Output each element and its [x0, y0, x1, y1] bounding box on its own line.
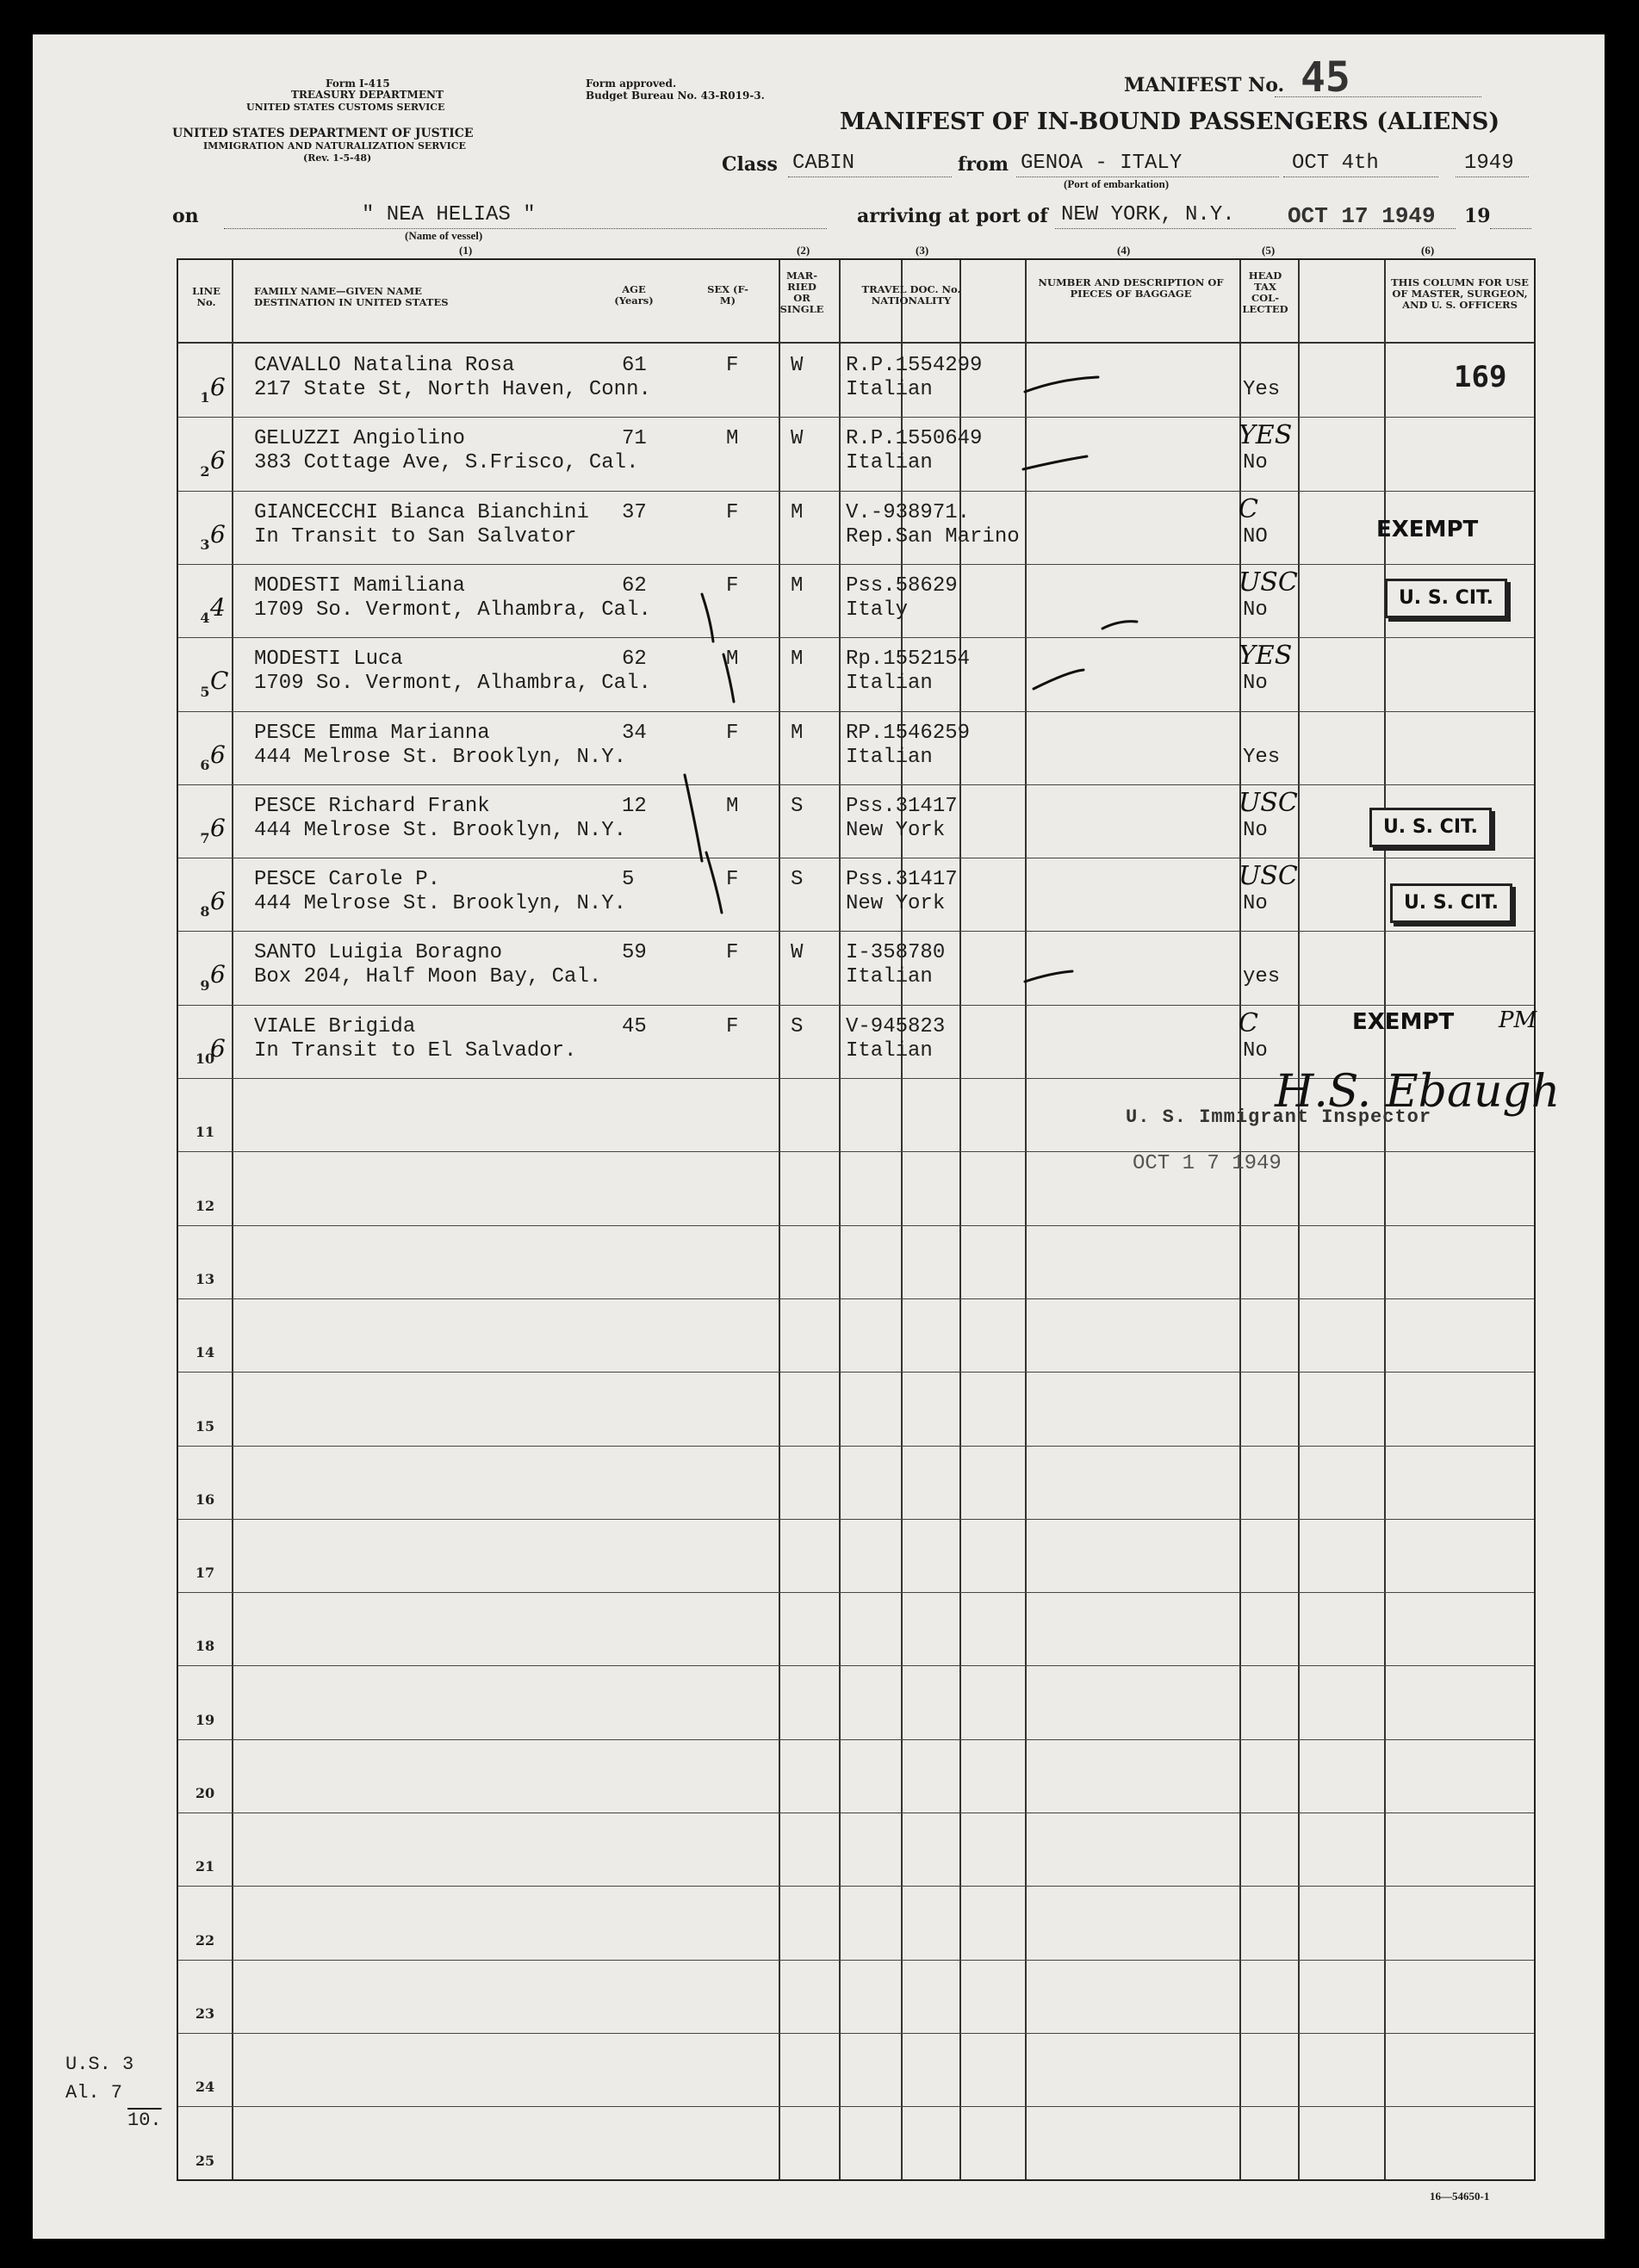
- line-number: 14: [195, 1344, 215, 1361]
- check-mark: 6: [210, 887, 226, 916]
- revision: (Rev. 1-5-48): [303, 152, 372, 164]
- line-number: 24: [195, 2079, 215, 2096]
- on-label: on: [172, 205, 199, 227]
- manifest-no-label: MANIFEST No.: [1124, 74, 1285, 96]
- arriving-label: arriving at port of: [857, 205, 1048, 227]
- col-header-officers: THIS COLUMN FOR USE OF MASTER, SURGEON, AND U. S. OFFICERS: [1391, 276, 1529, 311]
- passenger-destination: 444 Melrose St. Brooklyn, N.Y.: [254, 745, 627, 769]
- col-number: (1): [459, 244, 473, 257]
- line-number: 25: [195, 2152, 215, 2169]
- passenger-age: 34: [622, 721, 647, 745]
- passenger-name: PESCE Carole P.: [254, 868, 441, 892]
- margin-note: U.S. 3: [65, 2054, 134, 2075]
- passenger-nationality: Italian: [846, 1038, 933, 1063]
- col-header-line-no: LINE No.: [192, 285, 220, 308]
- passenger-name: GIANCECCHI Bianca Bianchini: [254, 500, 589, 524]
- passenger-age: 62: [622, 573, 647, 598]
- passenger-marital-status: S: [791, 868, 804, 892]
- margin-note: 10.: [127, 2110, 162, 2131]
- manifest-no-value: 45: [1301, 53, 1350, 102]
- passenger-age: 5: [622, 868, 635, 892]
- line-number: 4: [200, 610, 210, 627]
- head-tax: No: [1243, 892, 1268, 916]
- line-number: 8: [200, 903, 210, 920]
- line-number: 16: [195, 1490, 215, 1508]
- line-number: 18: [195, 1638, 215, 1655]
- line-number: 7: [200, 830, 210, 847]
- line-number: 1: [200, 389, 210, 406]
- passenger-sex: F: [726, 1014, 739, 1038]
- line-number: 21: [195, 1858, 215, 1875]
- exempt-stamp: EXEMPT: [1376, 517, 1479, 542]
- check-mark: 6: [210, 740, 226, 769]
- passenger-marital-status: W: [791, 354, 804, 377]
- from-label: from: [958, 153, 1009, 176]
- arriving-port: NEW YORK, N.Y.: [1061, 203, 1235, 226]
- line-number: 3: [200, 536, 210, 553]
- passenger-nationality: Italy: [846, 598, 909, 622]
- passenger-nationality: Italian: [846, 672, 933, 696]
- check-mark: 6: [210, 373, 226, 401]
- travel-doc-number: R.P.1554299: [846, 354, 983, 377]
- passenger-sex: F: [726, 721, 739, 745]
- customs-service: UNITED STATES CUSTOMS SERVICE: [246, 102, 445, 113]
- passenger-destination: 1709 So. Vermont, Alhambra, Cal.: [254, 598, 651, 622]
- passenger-age: 62: [622, 648, 647, 672]
- line-number: 11: [195, 1124, 215, 1141]
- line-number: 9: [200, 976, 210, 994]
- passenger-nationality: Italian: [846, 965, 933, 989]
- col-header-travel-doc: TRAVEL DOC. No. NATIONALITY: [861, 283, 961, 307]
- passenger-nationality: New York: [846, 818, 946, 842]
- line-number: 6: [200, 756, 210, 773]
- passenger-nationality: New York: [846, 892, 946, 916]
- line-number: 2: [200, 462, 210, 480]
- head-tax: Yes: [1243, 745, 1281, 769]
- col-header-name: FAMILY NAME—GIVEN NAME DESTINATION IN UNITED STATES: [254, 285, 449, 308]
- inspector-signature: H.S. Ebaugh: [1275, 1066, 1561, 1118]
- exempt-stamp: EXEMPT: [1352, 1009, 1455, 1035]
- line-number: 17: [195, 1565, 215, 1582]
- passenger-destination: Box 204, Half Moon Bay, Cal.: [254, 965, 602, 989]
- vessel-caption: (Name of vessel): [405, 229, 483, 242]
- head-tax-handwritten: YES: [1239, 420, 1293, 451]
- line-number: 5: [200, 683, 210, 700]
- passenger-marital-status: M: [791, 648, 804, 672]
- col-header-sex: SEX (F-M): [707, 283, 748, 307]
- departure-date: OCT 4th: [1292, 152, 1379, 175]
- class-value: CABIN: [792, 152, 855, 175]
- passenger-marital-status: W: [791, 427, 804, 451]
- check-mark: 6: [210, 1033, 226, 1063]
- head-tax-handwritten: USC: [1239, 787, 1298, 818]
- passenger-name: MODESTI Luca: [254, 648, 403, 672]
- form-approved: Form approved.: [586, 77, 677, 90]
- passenger-age: 12: [622, 794, 647, 818]
- passenger-age: 37: [622, 500, 647, 524]
- col-header-age: AGE (Years): [614, 283, 654, 307]
- passenger-name: PESCE Richard Frank: [254, 794, 490, 818]
- passenger-age: 61: [622, 354, 647, 377]
- passenger-nationality: Italian: [846, 451, 933, 475]
- head-tax: Yes: [1243, 378, 1281, 401]
- passenger-sex: F: [726, 941, 739, 965]
- passenger-name: SANTO Luigia Boragno: [254, 941, 503, 965]
- check-mark: 6: [210, 519, 226, 548]
- us-cit-stamp: U. S. CIT.: [1390, 883, 1512, 923]
- passenger-destination: 217 State St, North Haven, Conn.: [254, 378, 651, 401]
- head-tax-handwritten: C: [1239, 493, 1258, 524]
- inspector-date: OCT 1 7 1949: [1133, 1152, 1282, 1175]
- passenger-age: 45: [622, 1014, 647, 1038]
- col-number: (2): [797, 244, 810, 257]
- travel-doc-number: Pss.31417: [846, 868, 958, 892]
- head-tax: No: [1243, 451, 1268, 475]
- passenger-name: CAVALLO Natalina Rosa: [254, 354, 515, 377]
- check-mark: 6: [210, 960, 226, 989]
- us-cit-stamp: U. S. CIT.: [1369, 808, 1492, 847]
- passenger-marital-status: S: [791, 1014, 804, 1038]
- arrival-date: OCT 17 1949: [1288, 203, 1436, 229]
- col-number: (5): [1262, 244, 1276, 257]
- travel-doc-number: V.-938971.: [846, 500, 971, 524]
- passenger-sex: F: [726, 868, 739, 892]
- head-tax: No: [1243, 1038, 1268, 1063]
- passenger-sex: F: [726, 573, 739, 598]
- passenger-sex: M: [726, 794, 739, 818]
- head-tax-handwritten: USC: [1239, 861, 1298, 892]
- passenger-name: PESCE Emma Marianna: [254, 721, 490, 745]
- us-cit-stamp: U. S. CIT.: [1385, 579, 1507, 618]
- check-mark: C: [210, 666, 229, 696]
- travel-doc-number: R.P.1550649: [846, 427, 983, 451]
- passenger-name: MODESTI Mamiliana: [254, 573, 465, 598]
- travel-doc-number: I-358780: [846, 941, 946, 965]
- manifest-title: MANIFEST OF IN-BOUND PASSENGERS (ALIENS): [840, 108, 1500, 135]
- head-tax-handwritten: C: [1239, 1007, 1258, 1038]
- dept-justice: UNITED STATES DEPARTMENT OF JUSTICE: [172, 127, 474, 140]
- departure-year: 1949: [1464, 152, 1514, 175]
- col-header-married: MAR- RIED OR SINGLE: [779, 270, 824, 315]
- budget-bureau: Budget Bureau No. 43-R019-3.: [586, 90, 765, 102]
- passenger-nationality: Rep.San Marino: [846, 524, 1020, 548]
- port-caption: (Port of embarkation): [1064, 177, 1170, 190]
- travel-doc-number: Pss.58629: [846, 573, 958, 598]
- class-label: Class: [722, 153, 778, 176]
- check-mark: 6: [210, 813, 226, 842]
- passenger-age: 71: [622, 427, 647, 451]
- treasury-dept: TREASURY DEPARTMENT: [291, 89, 444, 101]
- passenger-sex: F: [726, 500, 739, 524]
- passenger-marital-status: M: [791, 500, 804, 524]
- passenger-destination: 383 Cottage Ave, S.Frisco, Cal.: [254, 451, 639, 475]
- passenger-sex: M: [726, 427, 739, 451]
- head-tax: No: [1243, 598, 1268, 622]
- line-number: 12: [195, 1197, 215, 1214]
- check-mark: 6: [210, 446, 226, 475]
- passenger-age: 59: [622, 941, 647, 965]
- passenger-name: VIALE Brigida: [254, 1014, 416, 1038]
- passenger-nationality: Italian: [846, 745, 933, 769]
- check-mark: 4: [210, 592, 226, 622]
- head-tax: No: [1243, 818, 1268, 842]
- passenger-destination: 1709 So. Vermont, Alhambra, Cal.: [254, 672, 651, 696]
- inspector-label: U. S. Immigrant Inspector: [1126, 1106, 1432, 1128]
- line-number: 19: [195, 1711, 215, 1728]
- line-number: 10: [195, 1050, 215, 1067]
- passenger-destination: In Transit to San Salvator: [254, 524, 577, 548]
- head-tax: yes: [1243, 965, 1281, 989]
- form-number: Form I-415: [326, 77, 390, 90]
- travel-doc-number: Rp.1552154: [846, 648, 971, 672]
- margin-note: Al. 7: [65, 2082, 123, 2104]
- line-number: 13: [195, 1270, 215, 1287]
- ins-service: IMMIGRATION AND NATURALIZATION SERVICE: [203, 140, 466, 152]
- line-number: 23: [195, 2005, 215, 2022]
- passenger-nationality: Italian: [846, 378, 933, 401]
- col-header-baggage: NUMBER AND DESCRIPTION OF PIECES OF BAGGAGE: [1038, 276, 1224, 300]
- travel-doc-number: RP.1546259: [846, 721, 971, 745]
- head-tax: No: [1243, 672, 1268, 696]
- from-value: GENOA - ITALY: [1021, 152, 1183, 175]
- passenger-destination: 444 Melrose St. Brooklyn, N.Y.: [254, 892, 627, 916]
- head-tax-handwritten: USC: [1239, 567, 1298, 598]
- passenger-marital-status: W: [791, 941, 804, 965]
- arrival-century: 19: [1464, 205, 1491, 227]
- vessel-name: " NEA HELIAS ": [362, 203, 536, 226]
- footer-code: 16—54650-1: [1430, 2190, 1490, 2203]
- col-header-head-tax: HEAD TAX COL- LECTED: [1242, 270, 1288, 315]
- passenger-sex: F: [726, 354, 739, 377]
- travel-doc-number: V-945823: [846, 1014, 946, 1038]
- passenger-marital-status: M: [791, 721, 804, 745]
- passenger-marital-status: S: [791, 794, 804, 818]
- col-number: (4): [1117, 244, 1131, 257]
- line-number: 22: [195, 1931, 215, 1949]
- travel-doc-number: Pss.31417: [846, 794, 958, 818]
- col-number: (3): [916, 244, 929, 257]
- passenger-destination: 444 Melrose St. Brooklyn, N.Y.: [254, 818, 627, 842]
- passenger-sex: M: [726, 648, 739, 672]
- passenger-marital-status: M: [791, 573, 804, 598]
- row1-number: 169: [1454, 360, 1507, 394]
- line-number: 15: [195, 1417, 215, 1435]
- passenger-name: GELUZZI Angiolino: [254, 427, 465, 451]
- col-number: (6): [1421, 244, 1435, 257]
- passenger-destination: In Transit to El Salvador.: [254, 1038, 577, 1063]
- initials: PM: [1499, 1007, 1537, 1033]
- head-tax-handwritten: YES: [1239, 641, 1293, 672]
- head-tax: NO: [1243, 524, 1268, 548]
- line-number: 20: [195, 1785, 215, 1801]
